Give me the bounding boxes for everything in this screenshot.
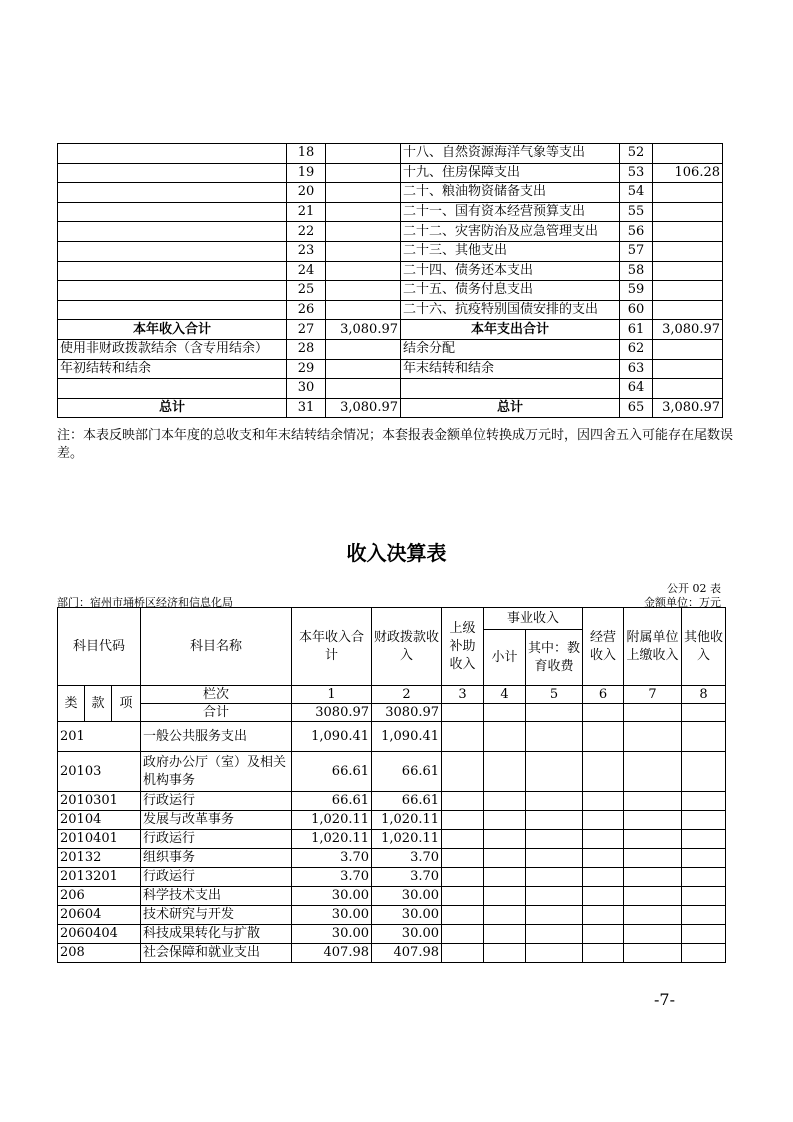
col-num: 3 bbox=[442, 686, 484, 704]
summary-cell-left bbox=[58, 241, 287, 261]
summary-row bbox=[58, 300, 723, 320]
summary-cell-right: 年末结转和结余 bbox=[401, 359, 620, 379]
summary-cell-val bbox=[326, 359, 401, 379]
summary-cell-left: 使用非财政拨款结余（含专用结余） bbox=[58, 339, 287, 359]
income-fiscal: 30.00 bbox=[372, 906, 442, 925]
income-total: 30.00 bbox=[292, 887, 372, 906]
summary-cell-val bbox=[326, 241, 401, 261]
income-empty-cell bbox=[624, 830, 682, 849]
col-num: 1 bbox=[292, 686, 372, 704]
page-number: -7- bbox=[654, 990, 675, 1009]
income-code: 20604 bbox=[58, 906, 141, 925]
income-empty-cell bbox=[583, 887, 624, 906]
income-code: 206 bbox=[58, 887, 141, 906]
income-empty-cell bbox=[442, 811, 484, 830]
income-total: 3.70 bbox=[292, 868, 372, 887]
income-total: 407.98 bbox=[292, 944, 372, 963]
col-num: 2 bbox=[372, 686, 442, 704]
summary-cell-right: 十九、住房保障支出 bbox=[401, 163, 620, 183]
summary-cell-right: 十八、自然资源海洋气象等支出 bbox=[401, 144, 620, 164]
income-row bbox=[58, 722, 726, 752]
income-empty-cell bbox=[484, 925, 526, 944]
income-name: 发展与改革事务 bbox=[141, 811, 292, 830]
income-empty-cell bbox=[624, 849, 682, 868]
income-name: 政府办公厅（室）及相关机构事务 bbox=[141, 752, 292, 792]
col-num: 8 bbox=[682, 686, 726, 704]
income-empty-cell bbox=[682, 944, 726, 963]
income-empty-cell bbox=[526, 944, 583, 963]
income-empty-cell bbox=[442, 830, 484, 849]
income-empty-cell bbox=[624, 906, 682, 925]
income-name: 科学技术支出 bbox=[141, 887, 292, 906]
income-empty-cell bbox=[583, 792, 624, 811]
income-name: 社会保障和就业支出 bbox=[141, 944, 292, 963]
income-total: 3.70 bbox=[292, 849, 372, 868]
income-empty-cell bbox=[682, 887, 726, 906]
header-lei: 类 bbox=[58, 686, 85, 722]
income-empty-cell bbox=[484, 849, 526, 868]
summary-cell-left bbox=[58, 202, 287, 222]
income-row bbox=[58, 792, 726, 811]
income-empty-cell bbox=[484, 887, 526, 906]
income-total: 30.00 bbox=[292, 925, 372, 944]
sum-fiscal: 3080.97 bbox=[372, 704, 442, 722]
income-empty-cell bbox=[624, 811, 682, 830]
income-empty-cell bbox=[526, 868, 583, 887]
income-code: 2013201 bbox=[58, 868, 141, 887]
summary-cell-val bbox=[326, 379, 401, 399]
summary-cell-num: 20 bbox=[287, 183, 326, 203]
income-fiscal: 3.70 bbox=[372, 849, 442, 868]
summary-cell-rnum: 62 bbox=[620, 339, 653, 359]
summary-cell-left bbox=[58, 144, 287, 164]
income-empty-cell bbox=[682, 868, 726, 887]
summary-cell-val bbox=[326, 144, 401, 164]
income-code: 2060404 bbox=[58, 925, 141, 944]
summary-cell-rval bbox=[653, 300, 723, 320]
income-empty-cell bbox=[624, 868, 682, 887]
summary-row bbox=[58, 261, 723, 281]
summary-cell-val bbox=[326, 300, 401, 320]
summary-cell-rval: 3,080.97 bbox=[653, 398, 723, 418]
income-empty-cell bbox=[442, 906, 484, 925]
income-total: 66.61 bbox=[292, 792, 372, 811]
income-empty-cell bbox=[583, 868, 624, 887]
header-fiscal: 财政拨款收入 bbox=[372, 608, 442, 686]
income-fiscal: 1,020.11 bbox=[372, 811, 442, 830]
summary-cell-num: 28 bbox=[287, 339, 326, 359]
header-superior: 上级补助收入 bbox=[442, 608, 484, 686]
summary-row bbox=[58, 241, 723, 261]
summary-cell-rnum: 64 bbox=[620, 379, 653, 399]
summary-row bbox=[58, 202, 723, 222]
summary-cell-rnum: 60 bbox=[620, 300, 653, 320]
income-empty-cell bbox=[682, 830, 726, 849]
summary-cell-rval bbox=[653, 281, 723, 301]
income-name: 一般公共服务支出 bbox=[141, 722, 292, 752]
summary-cell-num: 21 bbox=[287, 202, 326, 222]
summary-cell-num: 30 bbox=[287, 379, 326, 399]
summary-cell-rnum: 55 bbox=[620, 202, 653, 222]
summary-cell-right: 二十三、其他支出 bbox=[401, 241, 620, 261]
col-label: 栏次 bbox=[141, 686, 292, 704]
summary-cell-rval: 3,080.97 bbox=[653, 320, 723, 340]
income-empty-cell bbox=[484, 868, 526, 887]
summary-cell-left bbox=[58, 281, 287, 301]
summary-cell-num: 27 bbox=[287, 320, 326, 340]
summary-cell-num: 29 bbox=[287, 359, 326, 379]
income-row bbox=[58, 887, 726, 906]
income-fiscal: 1,090.41 bbox=[372, 722, 442, 752]
income-total: 1,020.11 bbox=[292, 830, 372, 849]
summary-cell-left bbox=[58, 261, 287, 281]
income-empty-cell bbox=[682, 752, 726, 792]
summary-cell-rval bbox=[653, 359, 723, 379]
income-fiscal: 1,020.11 bbox=[372, 830, 442, 849]
income-total: 66.61 bbox=[292, 752, 372, 792]
income-name: 组织事务 bbox=[141, 849, 292, 868]
income-empty-cell bbox=[526, 722, 583, 752]
income-empty-cell bbox=[442, 868, 484, 887]
income-empty-cell bbox=[442, 849, 484, 868]
col-num: 6 bbox=[583, 686, 624, 704]
sum-total: 3080.97 bbox=[292, 704, 372, 722]
income-empty-cell bbox=[442, 944, 484, 963]
income-name: 行政运行 bbox=[141, 830, 292, 849]
department-label: 部门：宿州市埇桥区经济和信息化局 bbox=[57, 596, 233, 609]
summary-cell-rval: 106.28 bbox=[653, 163, 723, 183]
col-num: 4 bbox=[484, 686, 526, 704]
summary-cell-num: 24 bbox=[287, 261, 326, 281]
income-empty-cell bbox=[484, 792, 526, 811]
summary-row bbox=[58, 398, 723, 418]
summary-cell-val: 3,080.97 bbox=[326, 320, 401, 340]
income-fiscal: 3.70 bbox=[372, 868, 442, 887]
income-fiscal: 30.00 bbox=[372, 925, 442, 944]
summary-cell-val bbox=[326, 261, 401, 281]
summary-row bbox=[58, 163, 723, 183]
summary-row bbox=[58, 222, 723, 242]
summary-cell-rnum: 52 bbox=[620, 144, 653, 164]
header-kuan: 款 bbox=[85, 686, 112, 722]
income-empty-cell bbox=[624, 792, 682, 811]
income-code: 2010301 bbox=[58, 792, 141, 811]
summary-row bbox=[58, 339, 723, 359]
summary-cell-right: 二十、粮油物资储备支出 bbox=[401, 183, 620, 203]
income-empty-cell bbox=[526, 830, 583, 849]
summary-cell-val bbox=[326, 163, 401, 183]
income-row bbox=[58, 868, 726, 887]
summary-table bbox=[57, 143, 723, 418]
summary-cell-rval bbox=[653, 339, 723, 359]
summary-cell-num: 26 bbox=[287, 300, 326, 320]
summary-row bbox=[58, 379, 723, 399]
summary-cell-right: 二十六、抗疫特别国债安排的支出 bbox=[401, 300, 620, 320]
income-empty-cell bbox=[682, 792, 726, 811]
income-total: 1,090.41 bbox=[292, 722, 372, 752]
income-name: 行政运行 bbox=[141, 792, 292, 811]
summary-cell-right: 本年支出合计 bbox=[401, 320, 620, 340]
income-empty-cell bbox=[442, 722, 484, 752]
summary-cell-num: 19 bbox=[287, 163, 326, 183]
income-empty-cell bbox=[583, 752, 624, 792]
summary-cell-num: 22 bbox=[287, 222, 326, 242]
summary-note: 注：本表反映部门本年度的总收支和年末结转结余情况；本套报表金额单位转换成万元时，因四舍五入可能存在尾数误差。 bbox=[57, 428, 734, 461]
income-empty-cell bbox=[442, 925, 484, 944]
income-code: 201 bbox=[58, 722, 141, 752]
summary-cell-right: 二十一、国有资本经营预算支出 bbox=[401, 202, 620, 222]
summary-cell-rval bbox=[653, 261, 723, 281]
income-code: 20103 bbox=[58, 752, 141, 792]
income-empty-cell bbox=[526, 792, 583, 811]
income-code: 20132 bbox=[58, 849, 141, 868]
income-empty-cell bbox=[624, 752, 682, 792]
header-xiang: 项 bbox=[112, 686, 141, 722]
summary-cell-left bbox=[58, 379, 287, 399]
income-empty-cell bbox=[442, 887, 484, 906]
col-num: 7 bbox=[624, 686, 682, 704]
summary-cell-right: 总计 bbox=[401, 398, 620, 418]
income-row bbox=[58, 925, 726, 944]
income-empty-cell bbox=[682, 811, 726, 830]
header-name: 科目名称 bbox=[141, 608, 292, 686]
income-empty-cell bbox=[682, 849, 726, 868]
income-empty-cell bbox=[624, 944, 682, 963]
summary-cell-rnum: 57 bbox=[620, 241, 653, 261]
income-empty-cell bbox=[526, 849, 583, 868]
summary-row bbox=[58, 183, 723, 203]
summary-cell-rnum: 58 bbox=[620, 261, 653, 281]
income-empty-cell bbox=[624, 722, 682, 752]
summary-row bbox=[58, 281, 723, 301]
income-empty-cell bbox=[442, 752, 484, 792]
summary-cell-right bbox=[401, 379, 620, 399]
income-name: 行政运行 bbox=[141, 868, 292, 887]
income-fiscal: 66.61 bbox=[372, 792, 442, 811]
income-empty-cell bbox=[583, 906, 624, 925]
summary-cell-right: 二十四、债务还本支出 bbox=[401, 261, 620, 281]
income-empty-cell bbox=[484, 722, 526, 752]
income-row bbox=[58, 811, 726, 830]
income-empty-cell bbox=[484, 944, 526, 963]
income-empty-cell bbox=[583, 811, 624, 830]
income-empty-cell bbox=[526, 887, 583, 906]
summary-cell-val bbox=[326, 281, 401, 301]
unit-label: 金额单位：万元 bbox=[644, 596, 721, 609]
summary-cell-num: 31 bbox=[287, 398, 326, 418]
summary-cell-left: 年初结转和结余 bbox=[58, 359, 287, 379]
income-code: 208 bbox=[58, 944, 141, 963]
header-total: 本年收入合计 bbox=[292, 608, 372, 686]
summary-cell-val bbox=[326, 339, 401, 359]
form-code: 公开 02 表 bbox=[667, 582, 721, 595]
summary-cell-left bbox=[58, 183, 287, 203]
header-business: 经营收入 bbox=[583, 608, 624, 686]
income-empty-cell bbox=[682, 925, 726, 944]
summary-cell-rval bbox=[653, 183, 723, 203]
header-career: 事业收入 bbox=[484, 608, 583, 630]
col-num: 5 bbox=[526, 686, 583, 704]
income-fiscal: 30.00 bbox=[372, 887, 442, 906]
income-total: 1,020.11 bbox=[292, 811, 372, 830]
income-row bbox=[58, 944, 726, 963]
income-row bbox=[58, 849, 726, 868]
income-empty-cell bbox=[583, 830, 624, 849]
income-row bbox=[58, 752, 726, 792]
summary-cell-val bbox=[326, 202, 401, 222]
income-name: 技术研究与开发 bbox=[141, 906, 292, 925]
summary-cell-rnum: 65 bbox=[620, 398, 653, 418]
summary-cell-rval bbox=[653, 144, 723, 164]
income-empty-cell bbox=[624, 887, 682, 906]
summary-row bbox=[58, 320, 723, 340]
income-empty-cell bbox=[526, 925, 583, 944]
income-empty-cell bbox=[624, 925, 682, 944]
summary-cell-rval bbox=[653, 379, 723, 399]
income-fiscal: 407.98 bbox=[372, 944, 442, 963]
summary-cell-left bbox=[58, 163, 287, 183]
income-empty-cell bbox=[682, 906, 726, 925]
page-title: 收入决算表 bbox=[346, 541, 447, 565]
income-code: 20104 bbox=[58, 811, 141, 830]
summary-cell-left: 本年收入合计 bbox=[58, 320, 287, 340]
income-fiscal: 66.61 bbox=[372, 752, 442, 792]
income-empty-cell bbox=[583, 944, 624, 963]
summary-cell-right: 二十五、债务付息支出 bbox=[401, 281, 620, 301]
summary-cell-rnum: 59 bbox=[620, 281, 653, 301]
income-empty-cell bbox=[583, 849, 624, 868]
header-subtotal: 小计 bbox=[484, 630, 526, 686]
summary-cell-val: 3,080.97 bbox=[326, 398, 401, 418]
summary-cell-val bbox=[326, 222, 401, 242]
sum-label: 合计 bbox=[141, 704, 292, 722]
summary-cell-num: 18 bbox=[287, 144, 326, 164]
summary-cell-left bbox=[58, 222, 287, 242]
income-code: 2010401 bbox=[58, 830, 141, 849]
summary-cell-rnum: 61 bbox=[620, 320, 653, 340]
income-empty-cell bbox=[526, 906, 583, 925]
summary-cell-rval bbox=[653, 241, 723, 261]
income-table bbox=[57, 607, 726, 963]
summary-cell-left bbox=[58, 300, 287, 320]
income-empty-cell bbox=[484, 906, 526, 925]
header-affiliate: 附属单位上缴收入 bbox=[624, 608, 682, 686]
summary-cell-rnum: 56 bbox=[620, 222, 653, 242]
income-row bbox=[58, 830, 726, 849]
income-empty-cell bbox=[484, 811, 526, 830]
header-edu: 其中：教育收费 bbox=[526, 630, 583, 686]
summary-cell-rnum: 53 bbox=[620, 163, 653, 183]
summary-cell-right: 结余分配 bbox=[401, 339, 620, 359]
summary-cell-left: 总计 bbox=[58, 398, 287, 418]
income-empty-cell bbox=[526, 752, 583, 792]
income-empty-cell bbox=[526, 811, 583, 830]
summary-cell-right: 二十二、灾害防治及应急管理支出 bbox=[401, 222, 620, 242]
summary-cell-num: 25 bbox=[287, 281, 326, 301]
income-empty-cell bbox=[484, 752, 526, 792]
income-empty-cell bbox=[682, 722, 726, 752]
income-empty-cell bbox=[583, 925, 624, 944]
income-empty-cell bbox=[442, 792, 484, 811]
summary-cell-rval bbox=[653, 202, 723, 222]
header-other: 其他收入 bbox=[682, 608, 726, 686]
summary-cell-rnum: 63 bbox=[620, 359, 653, 379]
summary-cell-rval bbox=[653, 222, 723, 242]
income-empty-cell bbox=[484, 830, 526, 849]
income-name: 科技成果转化与扩散 bbox=[141, 925, 292, 944]
summary-cell-num: 23 bbox=[287, 241, 326, 261]
summary-row bbox=[58, 359, 723, 379]
summary-cell-rnum: 54 bbox=[620, 183, 653, 203]
income-total: 30.00 bbox=[292, 906, 372, 925]
summary-row bbox=[58, 144, 723, 164]
income-row bbox=[58, 906, 726, 925]
summary-cell-val bbox=[326, 183, 401, 203]
income-empty-cell bbox=[583, 722, 624, 752]
header-code: 科目代码 bbox=[58, 608, 141, 686]
